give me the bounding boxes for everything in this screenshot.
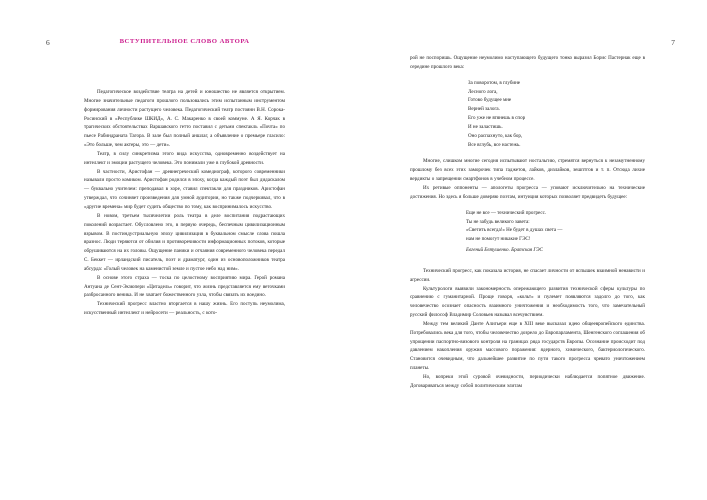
verse-line: «Светить всегда!» Не будет в душах света — xyxy=(466,227,563,234)
verse-line: Еще не все — технический прогресс. xyxy=(466,209,547,216)
verse-line: И не заластишь. xyxy=(468,123,503,130)
verse-line: Готово будущее мне xyxy=(468,97,512,104)
right-page-text xyxy=(410,54,645,391)
paragraph: Технический прогресс, как показала история, не спасает личности от вспышек взаимной ненависти и агрессии. xyxy=(410,267,645,283)
paragraph: Театр, в силу синкретизма этого вида искусства, одновременно воздействует на интеллект и эмоции растущего человека. Это понимали уже в глубокой древности. xyxy=(84,150,285,166)
verse-line: Верней залога. xyxy=(468,106,500,113)
paragraph-continuation: рой не поспоришь. Ощущение неумолимо наступающего будущего тонко выразил Борис Пастернак еще в середине прошлого века: xyxy=(410,55,645,70)
right-page xyxy=(353,0,707,500)
right-page-folio: 7 xyxy=(671,38,675,47)
paragraph: Их ретивые оппоненты — апологеты прогресса — уповают исключительно на технические достижения. Но здесь я больше доверяю поэтам, интуиция которых позволяет предвидеть будущее: xyxy=(410,184,645,200)
left-page-folio: 6 xyxy=(46,38,50,47)
paragraph: Многие, слишком многие сегодня испытывают ностальгию, стремятся вернуться к незамутненному прошлому без всех этих заморочек типа гаджетов, лайков, дизлайков, зешптгов и т. п. Отсюда лихие вердикты о запрещении смартфонов в учебном процессе. xyxy=(410,158,645,183)
verse-line: Его уже не втянешь в спор xyxy=(468,115,526,122)
paragraph: Технический прогресс властно вторгается в нашу жизнь. Его поступь неумолима, искусственный интеллект и нейросети — реальность, с кото- xyxy=(84,301,285,317)
verse-attribution: Евгений Евтушенко. Братская ГЭС xyxy=(466,247,543,254)
verse-line: Все вглубь, все настежь. xyxy=(468,141,521,148)
paragraph: Педагогическое воздействие театра на детей и юношество не является открытием. Многие значительные педагоги прошлого пользовались этим испытанным инструментом формирования личности растущего человека. Педагогический театр постоянн В.Н. Сорока-Росинский в «Республике ШКИД», А. С. Макаренко в своей коммуне. А Я. Корчак в трагических обстоятельствах Варшавского гетто поставил с детьми спектакль «Почта» по пьесе Рабиндраната Тагора. В зале был полный аншлаг, а объявление о премьере гласило: «Это больше, чем актеры, это — дети». xyxy=(84,89,285,149)
verse-line: За поворотом, в глубине xyxy=(468,79,521,86)
left-page-text xyxy=(84,88,285,318)
verse-block-yevtushenko xyxy=(410,209,645,255)
paragraph: В частности, Аристофан — древнегреческий комедиограф, которого современники называли просто комиком. Аристофан родился в эпоху, когда каждый поэт был дидаскалом — буквально учителем: преподавал в хоре, ставил спектакли для праздников. Аристофан утверждал, что сочиняет произведения для умной аудитории, но также подчеркивал, что в «другие времена» мир будет судить общество по тому, как воспринималось искусство. xyxy=(84,168,285,210)
paragraph: Но, вопреки этой суровой очевидности, периодически наблюдается попятное движение. Договариваться между собой политическим элитам xyxy=(410,374,645,389)
verse-line: Ты не забудь великого завета: xyxy=(466,218,530,225)
right-running-head xyxy=(410,38,675,54)
paragraph: Между тем великий Данте Алигьери еще в XIII веке высказал идею общеевропейского единства. Потребовались века для того, чтобы человечество дозрело до Европарламента, Шенгенского соглашения об упрощении паспортно-визового контроля на границах ряда государств Европы. Осознание происходит под давлением накопления оружия массового поражения: ядерного, химического, бактериологического. Становится очевидным, что дальнейшее развитие по пути такого прогресса чревато уничтожением планеты. xyxy=(410,320,645,372)
verse-block-pasternak xyxy=(410,79,645,150)
verse-line: нам не помогут никакие ГЭС! xyxy=(466,236,531,243)
left-running-head xyxy=(46,38,285,54)
paragraph: В основе этого страха — тоска по целостному восприятию мира. Герой романа Антуана де Сент-Экзюпери «Цитадель» говорит, что жизнь представляется ему веточками разбросанного веника. И не хватает божественного узла, чтобы связать их воедино. xyxy=(84,274,285,299)
running-head-title: ВСТУПИТЕЛЬНОЕ СЛОВО АВТОРА xyxy=(119,38,250,45)
left-page xyxy=(0,0,353,500)
paragraph: Культурологи выявили закономерность опережающего развития технической сферы культуры по сравнению с гуманитарной. Проще говоря, «кольт» и пулемет появляются задолго до того, как человечество осознает опасность взаимного уничтожения и необходимость того, что замечательный русский философ Владимир Соловьев называл всечувствием. xyxy=(410,285,645,319)
paragraph: В новом, третьем тысячелетии роль театра в деле воспитания подрастающих поколений возрастает. Обусловлено это, в первую очередь, беспечным цивилизационным взрывом. В постиндустриальную эпоху цивилизация в буквальном смысле слова пошла вразнос. Люди теряются от обилия и противоречивости информационных потоков, которые обрушиваются на их головы. Ощущение паники и отчаяния современного человека передал С. Беккет — ирландский писатель, поэт и драматург, один из основоположников театра абсурда: «Голый человек на каменистой земле и пустое небо над ним». xyxy=(84,212,285,272)
verse-line: Лесного лога, xyxy=(468,88,498,95)
verse-line: Оно распахнуто, как бор, xyxy=(468,132,523,139)
